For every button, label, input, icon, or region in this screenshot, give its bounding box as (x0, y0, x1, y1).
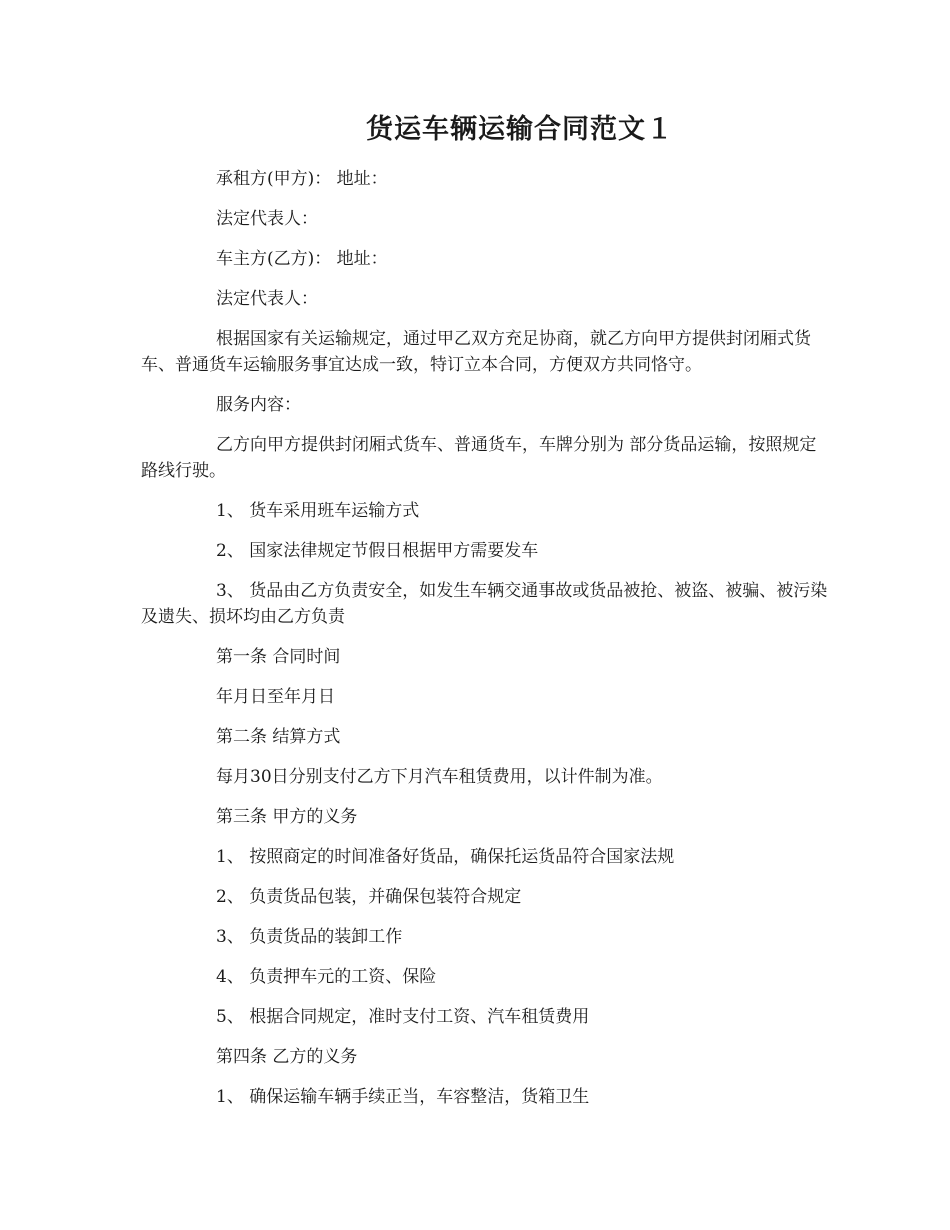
document-title: 货运车辆运输合同范文１ (366, 114, 674, 145)
paragraph: 1、 确保运输车辆手续正当，车容整洁，货箱卫生 (216, 1087, 590, 1107)
paragraph: 1、 货车采用班车运输方式 (216, 501, 420, 521)
paragraph: 第三条 甲方的义务 (216, 807, 358, 827)
paragraph: 乙方向甲方提供封闭厢式货车、普通货车，车牌分别为 部分货品运输，按照规定路线行驶。 (141, 435, 817, 481)
paragraph: 第四条 乙方的义务 (216, 1047, 358, 1067)
paragraph: 每月30日分别支付乙方下月汽车租赁费用，以计件制为准。 (216, 767, 663, 787)
paragraph: 法定代表人： (216, 209, 318, 229)
paragraph: 服务内容： (216, 395, 301, 415)
paragraph: 5、 根据合同规定，准时支付工资、汽车租赁费用 (216, 1007, 590, 1027)
paragraph: 根据国家有关运输规定，通过甲乙双方充足协商，就乙方向甲方提供封闭厢式货车、普通货车运输服务事宜达成一致，特订立本合同，方便双方共同恪守。 (141, 329, 811, 375)
paragraph: 2、 国家法律规定节假日根据甲方需要发车 (216, 541, 539, 561)
paragraph: 2、 负责货品包装，并确保包装符合规定 (216, 887, 522, 907)
paragraph: 4、 负责押车元的工资、保险 (216, 967, 437, 987)
paragraph: 承租方(甲方)： 地址： (216, 169, 388, 189)
paragraph: 3、 负责货品的装卸工作 (216, 927, 403, 947)
paragraph: 法定代表人： (216, 289, 318, 309)
paragraph: 第一条 合同时间 (216, 647, 341, 667)
paragraph: 年月日至年月日 (216, 687, 335, 707)
paragraph: 车主方(乙方)： 地址： (216, 249, 388, 269)
paragraph: 1、 按照商定的时间准备好货品，确保托运货品符合国家法规 (216, 847, 675, 867)
paragraph: 第二条 结算方式 (216, 727, 341, 747)
paragraph: 3、 货品由乙方负责安全，如发生车辆交通事故或货品被抢、被盗、被骗、被污染及遗失、损坏均由乙方负责 (141, 581, 828, 627)
document-body (141, 166, 831, 1124)
